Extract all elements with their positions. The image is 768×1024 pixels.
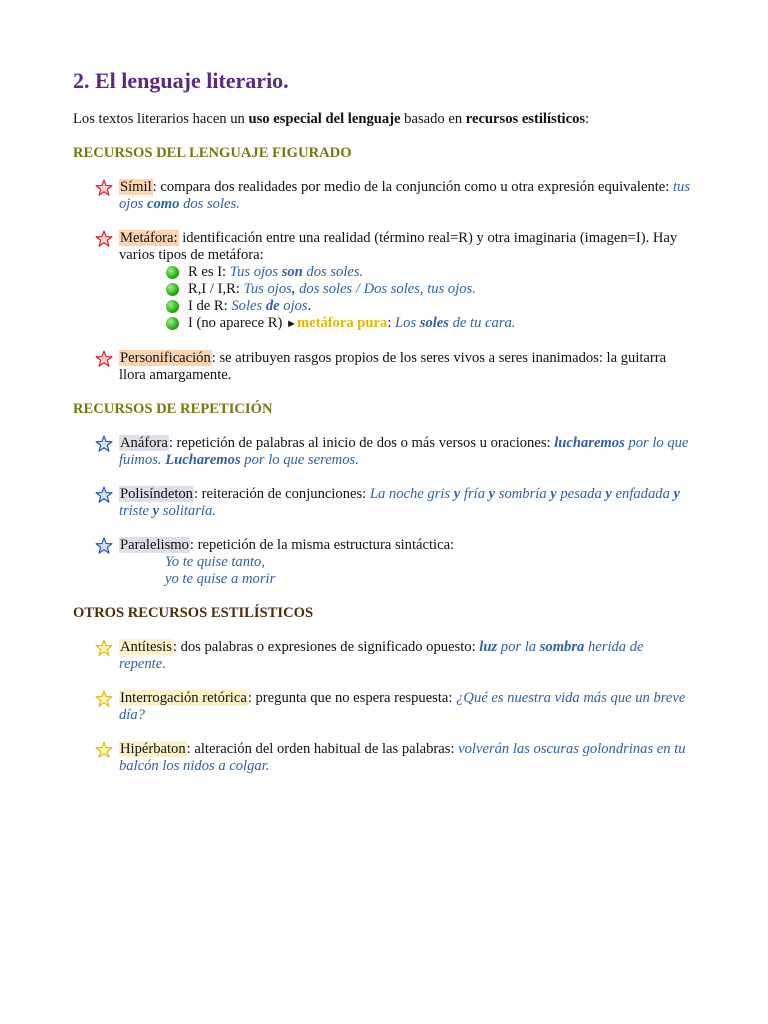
example-hiperbaton: volverán las oscuras golondrinas en tu balcón los nidos a colgar.	[119, 741, 686, 774]
example-interrogacion: ¿Qué es nuestra vida más que un breve día?	[119, 690, 686, 723]
green-bullet-icon	[166, 317, 179, 330]
term-simil: Símil	[120, 179, 152, 195]
green-bullet-icon	[166, 283, 179, 296]
example-polisindeton: La noche gris y fría y sombría y pesada y enfadada y triste y solitaria.	[119, 486, 681, 519]
metafora-types-list	[119, 264, 693, 333]
heading-otros-recursos: OTROS RECURSOS ESTILÍSTICOS	[73, 605, 314, 621]
red-star-icon	[95, 230, 113, 248]
example-anafora: lucharemos por lo que fuimos. Lucharemos por lo que seremos.	[119, 435, 689, 468]
yellow-star-icon	[95, 690, 113, 708]
yellow-star-icon	[95, 639, 113, 657]
term-personificacion: Personificación	[120, 350, 211, 366]
item-interrogacion-retorica: Interrogación retórica: pregunta que no espera respuesta: ¿Qué es nuestra vida más que un breve día?	[73, 690, 693, 724]
item-paralelismo: Paralelismo: repetición de la misma estructura sintáctica: Yo te quise tanto, yo te quise a morir	[73, 537, 693, 588]
list-item: I (no aparece R) ►metáfora pura: Los soles de tu cara.	[166, 315, 693, 333]
example-simil: tus ojos como dos soles.	[119, 179, 691, 212]
term-polisindeton: Polisíndeton	[120, 486, 193, 502]
blue-star-icon	[95, 486, 113, 504]
item-simil: Símil: compara dos realidades por medio de la conjunción como u otra expresión equivalente: tus ojos como dos soles.	[73, 179, 693, 213]
item-hiperbaton: Hipérbaton: alteración del orden habitual de las palabras: volverán las oscuras golondrinas en tu balcón los nidos a colgar.	[73, 741, 693, 775]
green-bullet-icon	[166, 300, 179, 313]
item-anafora: Anáfora: repetición de palabras al inicio de dos o más versos u oraciones: lucharemos por lo que fuimos. Lucharemos por lo que seremos.	[73, 435, 693, 469]
list-item: I de R: Soles de ojos.	[166, 298, 693, 315]
red-star-icon	[95, 350, 113, 368]
term-hiperbaton: Hipérbaton	[120, 741, 186, 757]
blue-star-icon	[95, 435, 113, 453]
list-item: R es I: Tus ojos son dos soles.	[166, 264, 693, 281]
verse-line: Yo te quise tanto,	[165, 554, 266, 570]
arrow-right-icon: ►	[286, 318, 297, 330]
yellow-star-icon	[95, 741, 113, 759]
red-star-icon	[95, 179, 113, 197]
term-paralelismo: Paralelismo	[120, 537, 189, 553]
verse-line: yo te quise a morir	[165, 571, 276, 587]
blue-star-icon	[95, 537, 113, 555]
green-bullet-icon	[166, 266, 179, 279]
term-anafora: Anáfora	[120, 435, 168, 451]
item-polisindeton: Polisíndeton: reiteración de conjunciones: La noche gris y fría y sombría y pesada y enfadada y triste y solitaria.	[73, 486, 693, 520]
item-metafora: Metáfora: identificación entre una realidad (término real=R) y otra imaginaria (imagen=I). Hay varios tipos de metáfora: R es I: Tus ojos son dos soles. R,I / I,R: Tus ojos, dos soles / Dos soles, tus ojos. I de R: Soles de ojos. I (no aparece R) ►metáfora pura: Los soles de tu cara.	[73, 230, 693, 333]
heading-repeticion: RECURSOS DE REPETICIÓN	[73, 401, 273, 417]
heading-lenguaje-figurado: RECURSOS DEL LENGUAJE FIGURADO	[73, 145, 352, 161]
term-antitesis: Antítesis	[120, 639, 172, 655]
list-item: R,I / I,R: Tus ojos, dos soles / Dos soles, tus ojos.	[166, 281, 693, 298]
term-metafora: Metáfora:	[120, 230, 178, 246]
example-antitesis: luz por la sombra herida de repente.	[119, 639, 644, 672]
intro-paragraph: Los textos literarios hacen un uso especial del lenguaje basado en recursos estilísticos:	[73, 111, 590, 127]
item-antitesis: Antítesis: dos palabras o expresiones de significado opuesto: luz por la sombra herida de repente.	[73, 639, 693, 673]
term-interrogacion-retorica: Interrogación retórica	[120, 690, 247, 706]
page-title: 2. El lenguaje literario.	[73, 68, 289, 93]
item-personificacion: Personificación: se atribuyen rasgos propios de los seres vivos a seres inanimados: la guitarra llora amargamente.	[73, 350, 693, 384]
